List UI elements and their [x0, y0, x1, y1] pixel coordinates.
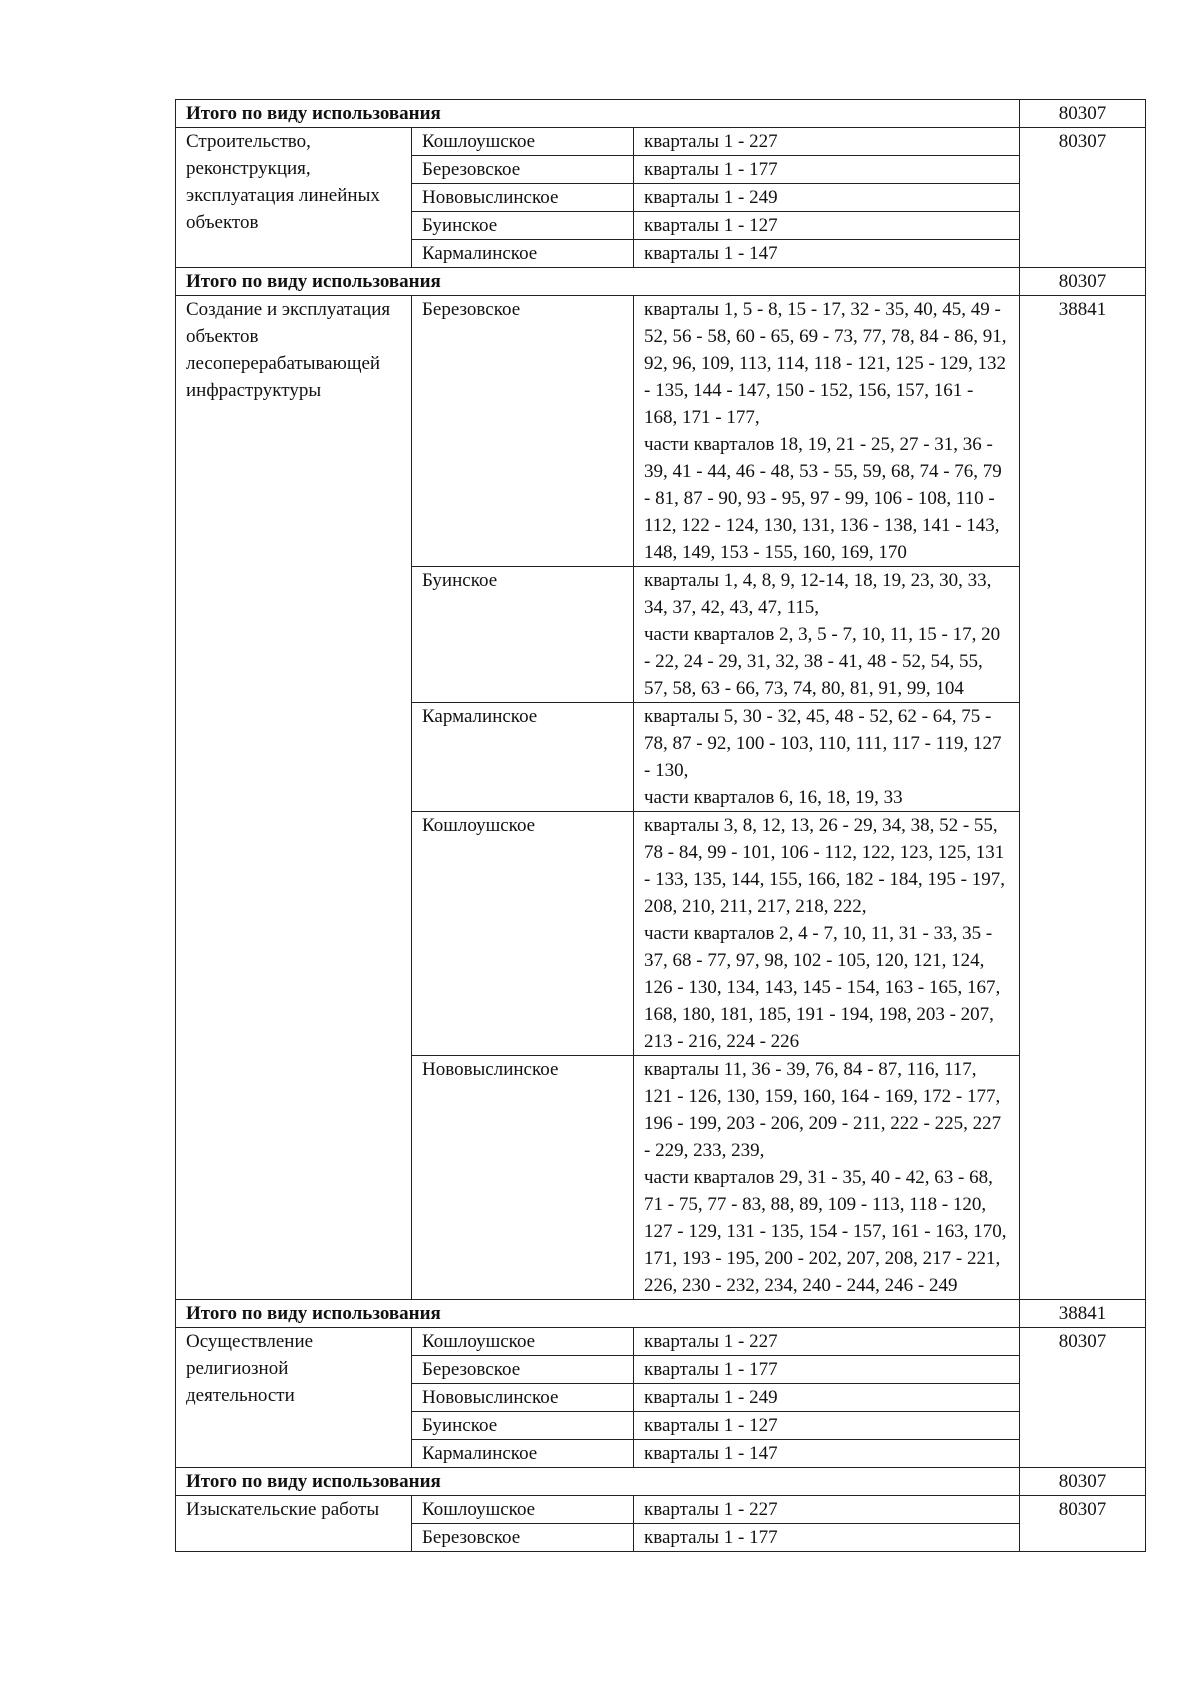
quarters-cell [634, 1056, 1020, 1300]
forestry-cell: Нововыслинское [412, 1056, 634, 1300]
partial-quarters-text: части кварталов 18, 19, 21 - 25, 27 - 31, 36 - 39, 41 - 44, 46 - 48, 53 - 55, 59, 68, 74 - 76, 79 - 81, 87 - 90, 93 - 95, 97 - 99, 106 - 108, 110 - 112, 122 - 124, 130, 131, 136 - 138, 141 - 143, 148, 149, 153 - 155, 160, 169, 170 [644, 434, 1002, 563]
total-row [176, 268, 1146, 296]
forestry-cell: Березовское [412, 156, 634, 184]
quarters-text: кварталы 1 - 249 [644, 1387, 778, 1408]
quarters-cell [634, 156, 1020, 184]
table-row [176, 296, 1146, 567]
quarters-text: кварталы 1 - 227 [644, 1331, 778, 1352]
partial-quarters-text: части кварталов 2, 4 - 7, 10, 11, 31 - 33, 35 - 37, 68 - 77, 97, 98, 102 - 105, 120, 121, 124, 126 - 130, 134, 143, 145 - 154, 163 - 165, 167, 168, 180, 181, 185, 191 - 194, 198, 203 - 207, 213 - 216, 224 - 226 [644, 923, 1001, 1052]
total-row [176, 100, 1146, 128]
usage-type-cell: Изыскательские работы [176, 1496, 412, 1552]
forestry-cell: Кошлоушское [412, 812, 634, 1056]
forestry-cell: Березовское [412, 1356, 634, 1384]
forestry-cell: Березовское [412, 296, 634, 567]
total-label: Итого по виду использования [176, 1468, 1020, 1496]
table-row [176, 1496, 1146, 1524]
quarters-text: кварталы 1 - 227 [644, 1499, 778, 1520]
total-value: 80307 [1020, 100, 1146, 128]
partial-quarters-text: части кварталов 29, 31 - 35, 40 - 42, 63 - 68, 71 - 75, 77 - 83, 88, 89, 109 - 113, 118 - 120, 127 - 129, 131 - 135, 154 - 157, 161 - 163, 170, 171, 193 - 195, 200 - 202, 207, 208, 217 - 221, 226, 230 - 232, 234, 240 - 244, 246 - 249 [644, 1167, 1007, 1296]
usage-type-cell: Осуществление религиозной деятельности [176, 1328, 412, 1468]
forestry-cell: Кошлоушское [412, 128, 634, 156]
total-label: Итого по виду использования [176, 268, 1020, 296]
forestry-cell: Нововыслинское [412, 1384, 634, 1412]
quarters-cell [634, 296, 1020, 567]
quarters-cell [634, 184, 1020, 212]
total-value: 80307 [1020, 268, 1146, 296]
quarters-cell [634, 128, 1020, 156]
quarters-text: кварталы 1 - 177 [644, 159, 778, 180]
forestry-cell: Нововыслинское [412, 184, 634, 212]
forestry-cell: Буинское [412, 1412, 634, 1440]
forestry-cell: Березовское [412, 1524, 634, 1552]
quarters-cell [634, 1496, 1020, 1524]
forestry-cell: Кармалинское [412, 703, 634, 812]
total-value: 38841 [1020, 1300, 1146, 1328]
quarters-text: кварталы 1, 4, 8, 9, 12-14, 18, 19, 23, 30, 33, 34, 37, 42, 43, 47, 115, [644, 570, 992, 618]
usage-type-cell: Создание и эксплуатация объектов лесоперерабатывающей инфраструктуры [176, 296, 412, 1300]
quarters-text: кварталы 1 - 177 [644, 1359, 778, 1380]
quarters-text: кварталы 3, 8, 12, 13, 26 - 29, 34, 38, 52 - 55, 78 - 84, 99 - 101, 106 - 112, 122, 123, 125, 131 - 133, 135, 144, 155, 166, 182 - 184, 195 - 197, 208, 210, 211, 217, 218, 222, [644, 815, 1005, 917]
quarters-cell [634, 1356, 1020, 1384]
forestry-cell: Кошлоушское [412, 1328, 634, 1356]
forest-usage-table [175, 99, 1146, 1552]
quarters-text: кварталы 1 - 127 [644, 1415, 778, 1436]
quarters-text: кварталы 1 - 249 [644, 187, 778, 208]
total-label: Итого по виду использования [176, 1300, 1020, 1328]
forestry-cell: Кармалинское [412, 240, 634, 268]
quarters-cell [634, 1412, 1020, 1440]
quarters-cell [634, 212, 1020, 240]
quarters-text: кварталы 1 - 227 [644, 131, 778, 152]
quarters-cell [634, 703, 1020, 812]
quarters-text: кварталы 1 - 177 [644, 1527, 778, 1548]
area-value-cell: 80307 [1020, 1496, 1146, 1552]
forestry-cell: Кошлоушское [412, 1496, 634, 1524]
quarters-cell [634, 1524, 1020, 1552]
total-row [176, 1300, 1146, 1328]
total-value: 80307 [1020, 1468, 1146, 1496]
forestry-cell: Кармалинское [412, 1440, 634, 1468]
table-row [176, 1328, 1146, 1356]
quarters-cell [634, 812, 1020, 1056]
area-value-cell: 38841 [1020, 296, 1146, 1300]
quarters-text: кварталы 1 - 147 [644, 243, 778, 264]
quarters-cell [634, 567, 1020, 703]
partial-quarters-text: части кварталов 2, 3, 5 - 7, 10, 11, 15 - 17, 20 - 22, 24 - 29, 31, 32, 38 - 41, 48 - 52, 54, 55, 57, 58, 63 - 66, 73, 74, 80, 81, 91, 99, 104 [644, 624, 1001, 699]
total-row [176, 1468, 1146, 1496]
quarters-cell [634, 1328, 1020, 1356]
quarters-text: кварталы 1 - 147 [644, 1443, 778, 1464]
partial-quarters-text: части кварталов 6, 16, 18, 19, 33 [644, 787, 903, 808]
forestry-cell: Буинское [412, 567, 634, 703]
area-value-cell: 80307 [1020, 128, 1146, 268]
quarters-cell [634, 240, 1020, 268]
forestry-cell: Буинское [412, 212, 634, 240]
quarters-cell [634, 1440, 1020, 1468]
total-label: Итого по виду использования [176, 100, 1020, 128]
quarters-text: кварталы 11, 36 - 39, 76, 84 - 87, 116, 117, 121 - 126, 130, 159, 160, 164 - 169, 172 - 177, 196 - 199, 203 - 206, 209 - 211, 222 - 225, 227 - 229, 233, 239, [644, 1059, 1002, 1161]
table-row [176, 128, 1146, 156]
usage-type-cell: Строительство, реконструкция, эксплуатация линейных объектов [176, 128, 412, 268]
quarters-text: кварталы 1 - 127 [644, 215, 778, 236]
quarters-text: кварталы 1, 5 - 8, 15 - 17, 32 - 35, 40, 45, 49 - 52, 56 - 58, 60 - 65, 69 - 73, 77, 78, 84 - 86, 91, 92, 96, 109, 113, 114, 118 - 121, 125 - 129, 132 - 135, 144 - 147, 150 - 152, 156, 157, 161 - 168, 171 - 177, [644, 299, 1007, 428]
area-value-cell: 80307 [1020, 1328, 1146, 1468]
quarters-cell [634, 1384, 1020, 1412]
quarters-text: кварталы 5, 30 - 32, 45, 48 - 52, 62 - 64, 75 - 78, 87 - 92, 100 - 103, 110, 111, 117 - 119, 127 - 130, [644, 706, 1002, 781]
